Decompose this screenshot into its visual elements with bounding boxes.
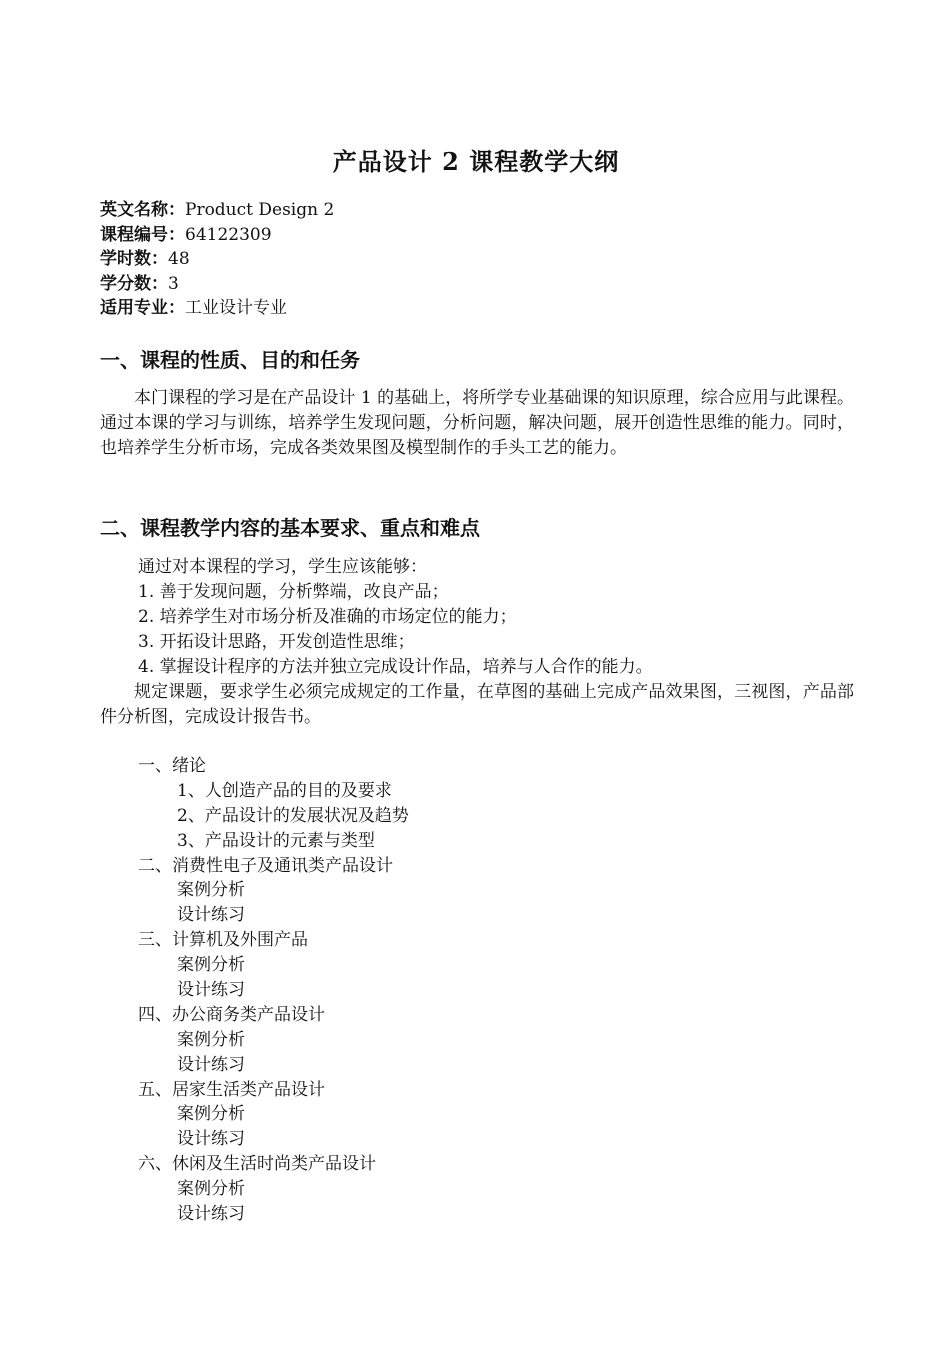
- info-value: 3: [168, 273, 179, 294]
- info-row-major: [100, 296, 334, 321]
- outline-item: 案例分析: [177, 1104, 245, 1125]
- outline-item: 设计练习: [177, 980, 245, 1001]
- info-value: Product Design 2: [185, 200, 335, 220]
- outline-section-title: 六、休闲及生活时尚类产品设计: [138, 1154, 376, 1175]
- outline-item: 设计练习: [177, 1204, 245, 1225]
- info-row-english-name: [100, 198, 334, 223]
- outline-item: 案例分析: [177, 1029, 245, 1050]
- outline-item: 3、产品设计的元素与类型: [177, 830, 375, 851]
- outline-item: 案例分析: [177, 1179, 245, 1200]
- info-value: 48: [168, 249, 190, 269]
- info-row-course-code: [100, 223, 334, 248]
- info-value: 工业设计专业: [185, 298, 287, 318]
- section-heading-requirements: 二、课程教学内容的基本要求、重点和难点: [100, 516, 480, 540]
- page-title: 产品设计 2 课程教学大纲: [332, 147, 620, 176]
- requirement-item: 1. 善于发现问题，分析弊端，改良产品；: [138, 582, 449, 602]
- info-label: 适用专业：: [100, 298, 185, 318]
- info-row-hours: [100, 247, 334, 272]
- outline-item: 设计练习: [177, 1129, 245, 1150]
- course-info: [100, 198, 334, 321]
- info-label: 学分数：: [100, 273, 168, 294]
- outline-item: 案例分析: [177, 955, 245, 976]
- section-paragraph-assignment: 规定课题，要求学生必须完成规定的工作量，在草图的基础上完成产品效果图，三视图，产品部件分析图，完成设计报告书。: [100, 682, 854, 727]
- info-row-credits: [100, 272, 334, 297]
- outline-item: 1、人创造产品的目的及要求: [177, 780, 392, 801]
- outline-item: 2、产品设计的发展状况及趋势: [177, 805, 409, 826]
- outline-item: 案例分析: [177, 880, 245, 901]
- info-value: 64122309: [185, 224, 272, 245]
- info-label: 学时数：: [100, 249, 168, 269]
- info-label: 英文名称：: [100, 200, 185, 220]
- outline-section-title: 三、计算机及外围产品: [138, 930, 308, 951]
- outline-section-title: 四、办公商务类产品设计: [138, 1004, 325, 1025]
- outline-section-title: 一、绪论: [138, 756, 206, 776]
- section-heading-nature: 一、课程的性质、目的和任务: [100, 348, 360, 372]
- requirements-list: [138, 555, 653, 680]
- outline-item: 设计练习: [177, 905, 245, 926]
- section-paragraph-nature: 本门课程的学习是在产品设计 1 的基础上，将所学专业基础课的知识原理，综合应用与此课程。通过本课的学习与训练，培养学生发现问题，分析问题，解决问题，展开创造性思维的能力。同时，也培养学生分析市场，完成各类效果图及模型制作的手头工艺的能力。: [100, 388, 854, 458]
- outline-section-title: 五、居家生活类产品设计: [138, 1079, 325, 1100]
- outline-section-title: 二、消费性电子及通讯类产品设计: [138, 855, 393, 876]
- course-outline: [138, 754, 409, 1227]
- requirement-item: 3. 开拓设计思路，开发创造性思维；: [138, 632, 415, 652]
- requirement-item: 4. 掌握设计程序的方法并独立完成设计作品，培养与人合作的能力。: [138, 657, 653, 677]
- requirements-intro: 通过对本课程的学习，学生应该能够：: [138, 557, 427, 577]
- info-label: 课程编号：: [100, 224, 185, 245]
- requirement-item: 2. 培养学生对市场分析及准确的市场定位的能力；: [138, 607, 517, 627]
- outline-item: 设计练习: [177, 1054, 245, 1075]
